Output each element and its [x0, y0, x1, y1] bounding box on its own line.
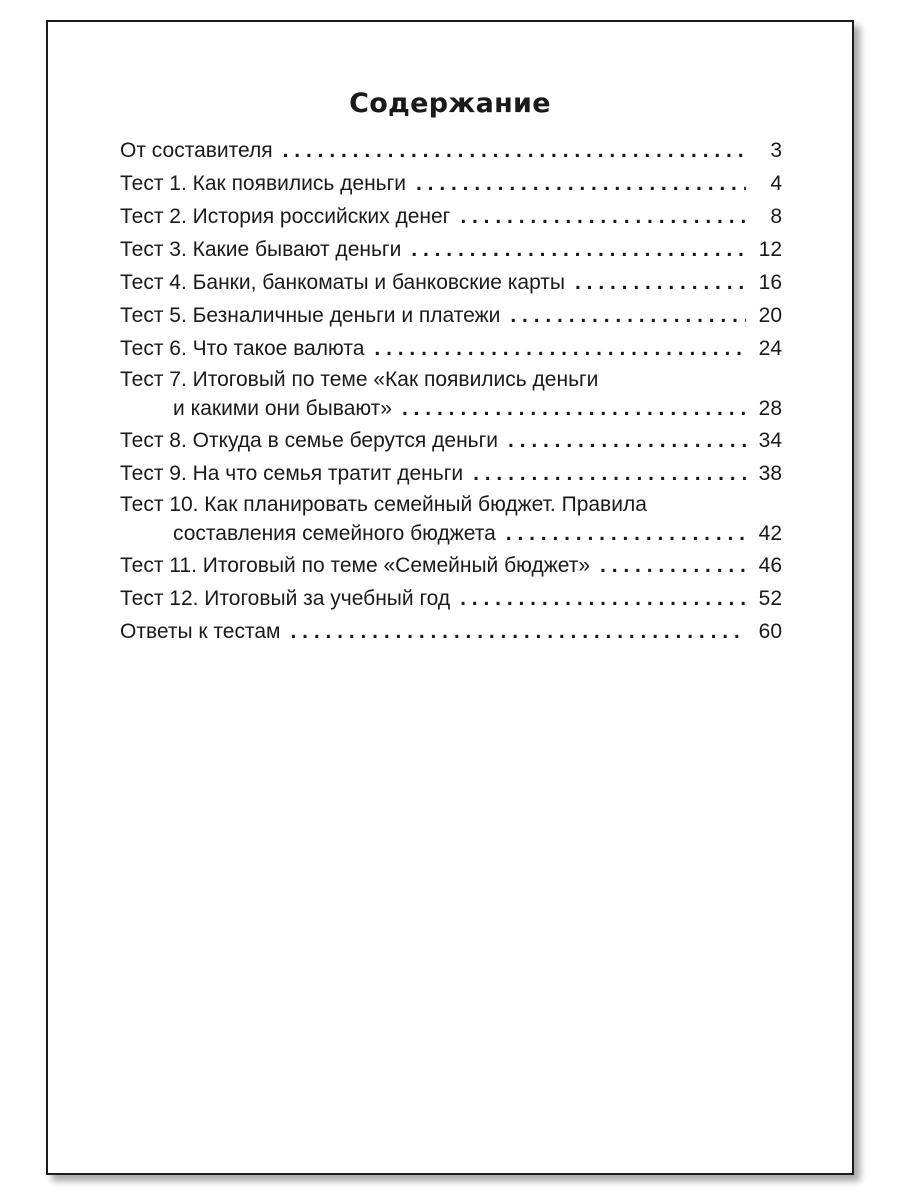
- toc-page-number: 8: [770, 205, 782, 228]
- toc-entry: [120, 490, 782, 549]
- toc-entry: [120, 549, 782, 582]
- toc-entry-title: Тест 9. На что семья тратит деньги: [120, 462, 464, 485]
- toc-entry-title: Тест 1. Как появились деньги: [120, 172, 406, 195]
- toc-entry: [120, 615, 782, 648]
- toc-page-number: 24: [758, 337, 782, 360]
- toc-entry-title: Тест 3. Какие бывают деньги: [120, 238, 402, 261]
- toc-entry-line: [120, 457, 782, 490]
- dot-leader: [411, 233, 746, 266]
- toc-entry-line: [120, 519, 782, 549]
- toc-entry-title: Тест 5. Безналичные деньги и платежи: [120, 304, 501, 327]
- dot-leader: [473, 457, 746, 490]
- toc-entry: [120, 332, 782, 365]
- toc-page-number: 16: [758, 271, 782, 294]
- toc-entry-title: Тест 12. Итоговый за учебный год: [120, 587, 451, 610]
- dot-leader: [460, 200, 746, 233]
- dot-leader: [575, 266, 746, 299]
- toc-entry: [120, 134, 782, 167]
- document-page: [46, 20, 854, 1175]
- dot-leader: [508, 424, 746, 457]
- toc-entry-title: Тест 11. Итоговый по теме «Семейный бюджет»: [120, 554, 591, 577]
- toc-entry-title: Тест 4. Банки, банкоматы и банковские карты: [120, 271, 565, 294]
- toc-entry-title: Тест 7. Итоговый по теме «Как появились деньги: [120, 368, 599, 391]
- toc-entry-title: Тест 8. Откуда в семье берутся деньги: [120, 429, 498, 452]
- toc-entry-line: [120, 490, 782, 519]
- toc-entry-line: [120, 233, 782, 266]
- dot-leader: [374, 332, 746, 365]
- toc-entry-title: Тест 2. История российских денег: [120, 205, 451, 228]
- toc-entry-title: и какими они бывают»: [173, 397, 392, 420]
- toc-page-number: 52: [758, 587, 782, 610]
- toc-entry: [120, 457, 782, 490]
- toc-entry-line: [120, 549, 782, 582]
- toc-entry: [120, 266, 782, 299]
- toc-entry-line: [120, 365, 782, 394]
- toc-page-number: 38: [758, 462, 782, 485]
- toc-entry-line: [120, 394, 782, 424]
- dot-leader: [416, 167, 746, 200]
- toc-page-number: 12: [758, 238, 782, 261]
- toc-entry: [120, 299, 782, 332]
- dot-leader: [506, 519, 746, 549]
- dot-leader: [600, 549, 746, 582]
- toc-page-number: 4: [770, 172, 782, 195]
- dot-leader: [402, 394, 746, 424]
- toc-page-number: 20: [758, 304, 782, 327]
- dot-leader: [460, 582, 746, 615]
- dot-leader: [283, 134, 746, 167]
- toc-entry: [120, 365, 782, 424]
- toc-entry-line: [120, 134, 782, 167]
- toc-page-number: 3: [770, 139, 782, 162]
- toc-page-number: 28: [758, 397, 782, 420]
- table-of-contents: [120, 134, 782, 648]
- toc-entry: [120, 233, 782, 266]
- toc-entry: [120, 200, 782, 233]
- toc-page-number: 34: [758, 429, 782, 452]
- toc-entry: [120, 582, 782, 615]
- toc-entry-title: От составителя: [120, 139, 273, 162]
- toc-page-number: 42: [758, 522, 782, 545]
- toc-entry-line: [120, 424, 782, 457]
- toc-entry-title: Тест 10. Как планировать семейный бюджет. Правила: [120, 493, 647, 516]
- toc-page-number: 60: [758, 620, 782, 643]
- toc-entry-line: [120, 615, 782, 648]
- toc-entry-line: [120, 266, 782, 299]
- toc-page-number: 46: [758, 554, 782, 577]
- toc-entry-line: [120, 582, 782, 615]
- page-title: Содержание: [349, 88, 551, 119]
- toc-entry-title: Ответы к тестам: [120, 620, 281, 643]
- toc-entry-title: Тест 6. Что такое валюта: [120, 337, 365, 360]
- toc-entry: [120, 424, 782, 457]
- dot-leader: [510, 299, 746, 332]
- toc-entry-title: составления семейного бюджета: [173, 522, 496, 545]
- toc-entry-line: [120, 200, 782, 233]
- toc-entry-line: [120, 299, 782, 332]
- toc-entry-line: [120, 167, 782, 200]
- dot-leader: [290, 615, 746, 648]
- toc-entry: [120, 167, 782, 200]
- toc-entry-line: [120, 332, 782, 365]
